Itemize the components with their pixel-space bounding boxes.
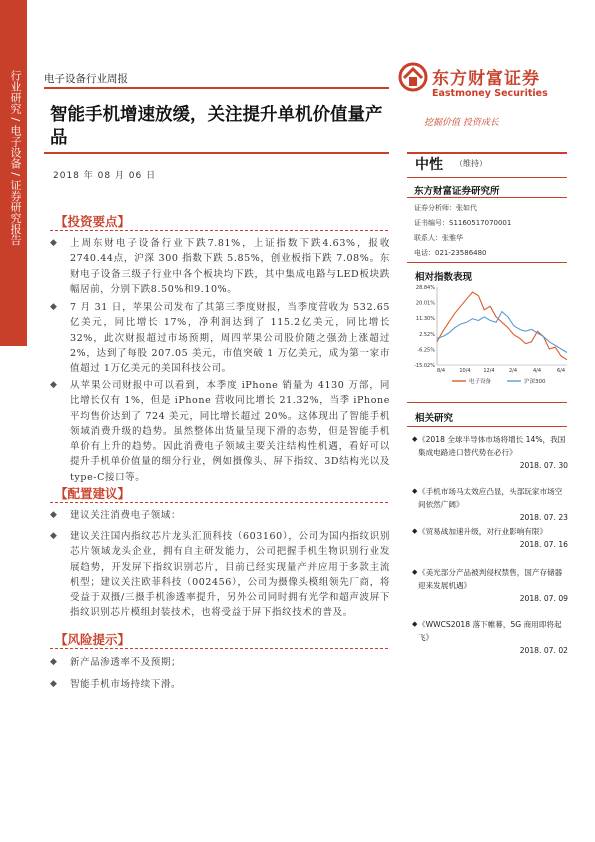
- related-research-title-text: 《贸易战加速升级，对行业影响有限》: [418, 527, 548, 536]
- institute-name: 东方财富证券研究所: [414, 186, 500, 197]
- list-item: [50, 236, 390, 297]
- bullet-text: 上周东财电子设备行业下跌7.81%，上证指数下跌4.63%，报收2740.44点，沪深 300 指数下跌 5.85%，创业板指下跌 7.08%。东财电子设备三级子行业中各个板块均下跌，其中集成电路与LED板块跌幅居前，分别下跌8.50%和9.10%。: [70, 238, 390, 295]
- list-item: [50, 677, 390, 692]
- related-research-title: 相关研究: [415, 413, 454, 424]
- right-divider: [407, 426, 567, 427]
- section-header-invest: [50, 212, 388, 231]
- bullet-icon: ◆: [50, 510, 57, 520]
- bullet-icon: ◆: [50, 679, 57, 689]
- x-tick-label: 12/4: [483, 368, 495, 374]
- report-date: 2018 年 08 月 06 日: [53, 171, 157, 181]
- bullet-icon: ◆: [50, 380, 57, 390]
- related-research-item[interactable]: [412, 525, 568, 551]
- header-divider: [44, 87, 389, 89]
- bullet-icon: ◆: [412, 527, 418, 535]
- relative-index-chart: [407, 283, 572, 393]
- list-item: [50, 378, 390, 485]
- bullet-text: 新产品渗透率不及预期；: [70, 657, 182, 668]
- related-research-item[interactable]: [412, 618, 568, 657]
- bullet-icon: ◆: [50, 657, 57, 667]
- slogan: 挖掘价值 投资成长: [424, 118, 499, 128]
- legend-label: 沪深300: [524, 379, 546, 385]
- legend-label: 电子设备: [469, 379, 492, 385]
- logo-cn-text: 东方财富证券: [432, 69, 540, 89]
- y-tick-label: 20.01%: [415, 300, 435, 307]
- right-divider: [407, 197, 567, 198]
- x-tick-label: 6/4: [556, 368, 566, 374]
- sidebar-band: [0, 0, 27, 346]
- list-item: [50, 529, 390, 621]
- y-tick-label: 2.52%: [419, 331, 435, 338]
- x-tick-label: 10/4: [459, 368, 471, 374]
- analyst-license: 证书编号：S1160517070001: [414, 219, 512, 227]
- related-research-title-text: 《美光部分产品被判侵权禁售，国产存储器迎来发展机遇》: [418, 568, 563, 590]
- y-tick-label: 28.84%: [415, 285, 435, 291]
- section-header-alloc: [50, 484, 388, 503]
- list-item: [50, 300, 390, 376]
- bullet-icon: ◆: [412, 435, 418, 443]
- company-logo: [398, 62, 548, 122]
- y-tick-label: -6.25%: [417, 347, 435, 354]
- x-tick-label: 4/4: [532, 368, 542, 374]
- bullet-icon: ◆: [50, 238, 57, 248]
- section-title-alloc: 【配置建议】: [55, 486, 131, 501]
- bullet-text: 建议关注消费电子领域：: [70, 510, 182, 521]
- y-tick-label: 11.30%: [415, 316, 435, 323]
- bullet-icon: ◆: [412, 620, 418, 628]
- chart-title: 相对指数表现: [415, 272, 473, 283]
- list-item: [50, 508, 390, 523]
- contact-phone: 电话：021-23586480: [414, 249, 487, 257]
- rating-note: （维持）: [455, 159, 487, 168]
- y-tick-label: -15.02%: [414, 363, 435, 369]
- bullet-text: 智能手机市场持续下滑。: [70, 679, 182, 690]
- title-divider: [44, 152, 389, 154]
- related-research-date: 2018. 07. 16: [519, 540, 568, 549]
- sidebar-text: 行业研究 / 电子设备 / 证券研究报告: [9, 70, 22, 246]
- related-research-item[interactable]: [412, 485, 568, 524]
- list-item: [50, 655, 390, 670]
- related-research-date: 2018. 07. 23: [519, 513, 568, 522]
- contact-name: 联系人：张雅华: [414, 234, 463, 242]
- section-header-risk: [50, 630, 388, 649]
- right-divider: [407, 177, 567, 178]
- logo-mark-icon: [398, 62, 428, 92]
- related-research-date: 2018. 07. 30: [519, 461, 568, 470]
- report-category: 电子设备行业周报: [44, 73, 128, 85]
- rating-block: [407, 154, 567, 174]
- section-title-risk: 【风险提示】: [55, 632, 131, 647]
- related-research-title-text: 《2018 全球半导体市场将增长 14%，我国集成电路进口替代势在必行》: [418, 435, 566, 457]
- right-divider: [407, 262, 567, 263]
- x-tick-label: 8/4: [436, 368, 446, 374]
- bullet-icon: ◆: [412, 568, 418, 576]
- bullet-text: 从苹果公司财报中可以看到，本季度 iPhone 销量为 4130 万部，同比增长仅有 1%，但是 iPhone 营收同比增长 21.32%，当季 iPhone 平均售价达到了 724 美元，同比增长超过 20%。这体现出了智能手机领域消费升级的趋势。虽然整体出货量呈现下滑的态势，但是智能手机单价有上升的趋势。因此消费电子领域主要关注结构性机遇，看好可以提升手机单价值量的细分行业，例如摄像头、屏下指纹、3D结构光以及type-C接口等。: [70, 380, 390, 483]
- bullet-icon: ◆: [412, 487, 418, 495]
- related-research-item[interactable]: [412, 433, 568, 472]
- related-research-date: 2018. 07. 09: [519, 594, 568, 603]
- series-line: [437, 292, 567, 360]
- related-research-title-text: 《手机市场马太效应凸显，头部玩家市场空间依然广阔》: [418, 487, 563, 509]
- report-title: 智能手机增速放缓，关注提升单机价值量产品: [50, 105, 383, 148]
- analyst-name: 证券分析师：张如代: [414, 204, 477, 212]
- related-research-date: 2018. 07. 02: [519, 646, 568, 655]
- bullet-icon: ◆: [50, 302, 57, 312]
- related-research-title-text: 《WWCS2018 落下帷幕，5G 商用即将起飞》: [418, 620, 562, 642]
- related-research-item[interactable]: [412, 566, 568, 605]
- x-tick-label: 2/4: [508, 368, 518, 374]
- bullet-text: 7 月 31 日，苹果公司发布了其第三季度财报，当季度营收为 532.65亿美元，同比增长 17%，净利润达到了 115.2亿美元，同比增长 32%，此次财报超过市场预期，周四苹果公司股价随之强劲上涨超过 2%，达到了每股 207.05 美元，市值突破 1 万亿美元，成为第一家市值超过 1万亿美元的美国科技公司。: [70, 302, 390, 375]
- bullet-text: 建议关注国内指纹芯片龙头汇顶科技（603160），公司为国内指纹识别芯片领域龙头企业，拥有自主研发能力，公司把握手机生物识别行业发展趋势，开发屏下指纹识别芯片，目前已经实现量产并应用于多款主流机型；建议关注欧菲科技（002456），公司为摄像头模组领先厂商，将受益于双摄/三摄手机渗透率提升，另外公司同时拥有光学和超声波屏下指纹识别芯片模组封装技术，也将受益于屏下指纹技术的普及。: [70, 531, 390, 619]
- logo-en-text: Eastmoney Securities: [432, 88, 548, 99]
- rating-value: 中性: [415, 157, 443, 173]
- bullet-icon: ◆: [50, 531, 57, 541]
- right-divider: [407, 402, 567, 403]
- section-title-invest: 【投资要点】: [55, 214, 131, 229]
